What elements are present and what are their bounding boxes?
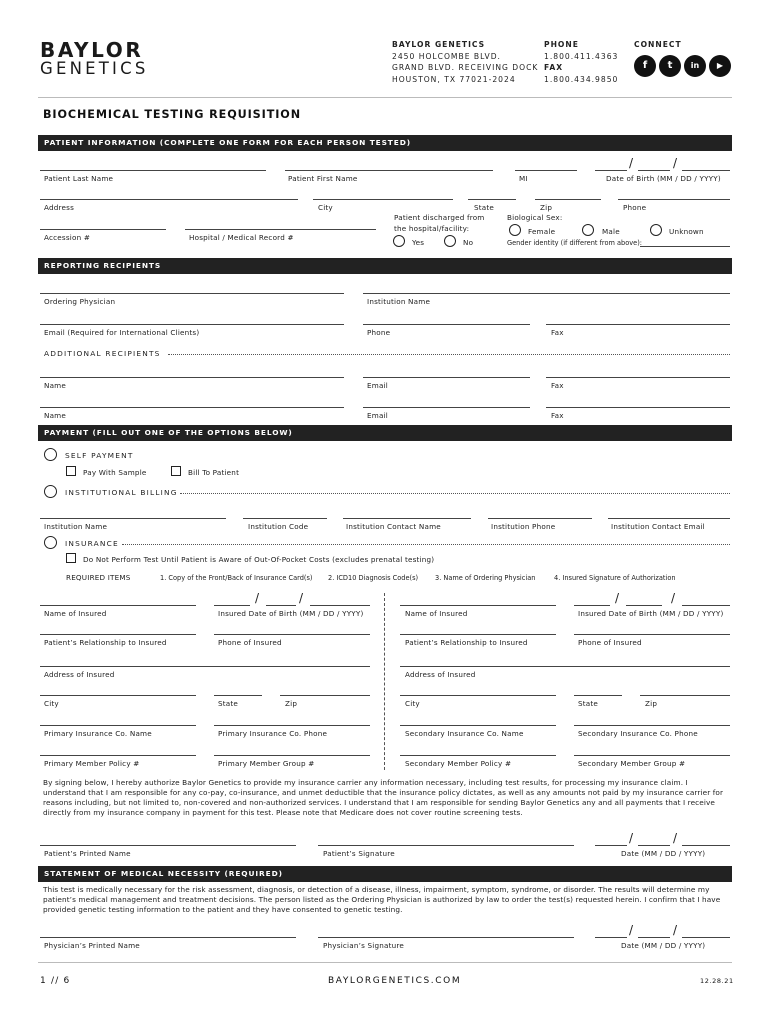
recipient2-fax-line[interactable] xyxy=(546,407,730,408)
phone-title: PHONE xyxy=(544,40,579,49)
zip-label: Zip xyxy=(540,203,553,212)
recipient1-name-line[interactable] xyxy=(40,377,344,378)
secondary-state-line[interactable] xyxy=(574,695,622,696)
address-line: GRAND BLVD. RECEIVING DOCK xyxy=(392,63,539,72)
recipient2-email-line[interactable] xyxy=(363,407,530,408)
lab-address xyxy=(392,39,538,85)
secondary-city-line[interactable] xyxy=(400,695,556,696)
female-label: Female xyxy=(528,227,556,236)
primary-dob-month-line[interactable] xyxy=(214,605,250,606)
address-line: 2450 HOLCOMBE BLVD. xyxy=(392,51,501,61)
secondary-address-insured-line[interactable] xyxy=(400,666,730,667)
page-number: 1 // 6 xyxy=(40,976,71,986)
primary-group-label: Primary Member Group # xyxy=(218,759,315,768)
medical-necessity-text: This test is medically necessary for the risk assessment, diagnosis, or detection of a disease, illness, impairment, symptom, syndrome, or disorder. The results will determine my patient’s medical management and treatment decisions. The person listed as the Ordering Physician is authorized by law to order the test(s) requested herein. I confirm that I have provided genetic testing information to the patient and they have consented to genetic testing. xyxy=(43,885,721,914)
reporting-phone-label: Phone xyxy=(367,328,391,337)
primary-zip-line[interactable] xyxy=(280,695,370,696)
secondary-city-label: City xyxy=(405,699,420,708)
yes-label: Yes xyxy=(412,238,425,247)
recipient2-email-label: Email xyxy=(367,411,388,420)
primary-dob-day-line[interactable] xyxy=(266,605,296,606)
secondary-dob-year-line[interactable] xyxy=(682,605,730,606)
physician-date-month-line[interactable] xyxy=(595,937,627,938)
patient-date-day-line[interactable] xyxy=(638,845,670,846)
primary-city-label: City xyxy=(44,699,59,708)
insurance-divider xyxy=(122,544,730,545)
authorization-text: By signing below, I hereby authorize Baylor Genetics to provide my insurance carrier any information necessary, including test results, for processing my insurance claim. I understand that I am responsible for any co-pay, co-insurance, and unmet deductible that the insurance policy dictates, as well as any amounts not paid by my insurance carrier for reasons including, but not limited to, non-covered and non-authorized services. I understand that I am responsible for sending Baylor Genetics any and all payments that I receive directly from my insurance company in payment for this test. Please note that Medicare does not cover routine screening tests. xyxy=(43,778,724,817)
self-payment-label: SELF PAYMENT xyxy=(65,451,134,460)
address-line-field[interactable] xyxy=(40,199,298,200)
patient-last-name-label: Patient Last Name xyxy=(44,174,114,183)
primary-name-insured-line[interactable] xyxy=(40,605,196,606)
brand-logo-line2: GENETICS xyxy=(40,59,149,78)
primary-group-line[interactable] xyxy=(214,755,370,756)
secondary-dob-day-line[interactable] xyxy=(626,605,662,606)
reporting-fax-line[interactable] xyxy=(546,324,730,325)
discharged-yes-radio[interactable] xyxy=(393,235,405,247)
contact-numbers xyxy=(544,39,618,85)
city-line[interactable] xyxy=(313,199,453,200)
patient-first-name-label: Patient First Name xyxy=(288,174,358,183)
secondary-co-phone-label: Secondary Insurance Co. Phone xyxy=(578,729,698,738)
physician-date-day-line[interactable] xyxy=(638,937,670,938)
no-label: No xyxy=(463,238,474,247)
required-item-4: 4. Insured Signature of Authorization xyxy=(554,574,676,582)
male-label: Male xyxy=(602,227,620,236)
inst-phone-label: Institution Phone xyxy=(491,522,556,531)
patient-printed-name-label: Patient’s Printed Name xyxy=(44,849,131,858)
gender-identity-label: Gender identity (if different from above): xyxy=(507,239,643,247)
unknown-label: Unknown xyxy=(669,227,704,236)
primary-name-insured-label: Name of Insured xyxy=(44,609,107,618)
primary-relationship-line[interactable] xyxy=(40,634,196,635)
state-label: State xyxy=(474,203,495,212)
mi-line[interactable] xyxy=(515,170,577,171)
phone-number: 1.800.411.4363 xyxy=(544,51,619,61)
secondary-policy-line[interactable] xyxy=(400,755,556,756)
connect-title: CONNECT xyxy=(634,40,682,49)
secondary-group-line[interactable] xyxy=(574,755,730,756)
primary-policy-label: Primary Member Policy # xyxy=(44,759,140,768)
inst-contact-line[interactable] xyxy=(343,518,471,519)
inst-email-line[interactable] xyxy=(608,518,730,519)
do-not-perform-checkbox[interactable] xyxy=(66,553,76,563)
email-line[interactable] xyxy=(40,324,344,325)
secondary-co-name-line[interactable] xyxy=(400,725,556,726)
discharged-question-2: the hospital/facility: xyxy=(394,224,470,233)
inst-code-line[interactable] xyxy=(243,518,327,519)
fax-number: 1.800.434.9850 xyxy=(544,74,619,84)
primary-address-insured-line[interactable] xyxy=(40,666,370,667)
pay-with-sample-label: Pay With Sample xyxy=(83,468,147,477)
primary-co-phone-label: Primary Insurance Co. Phone xyxy=(218,729,328,738)
secondary-insured-dob-label: Insured Date of Birth (MM / DD / YYYY) xyxy=(578,609,724,618)
secondary-zip-label: Zip xyxy=(645,699,658,708)
reporting-recipients-bar: REPORTING RECIPIENTS xyxy=(38,258,732,274)
insurance-radio[interactable] xyxy=(44,536,57,549)
dob-year-line[interactable] xyxy=(682,170,730,171)
fax-title: FAX xyxy=(544,63,564,72)
biological-sex-label: Biological Sex: xyxy=(507,213,563,222)
twitter-icon[interactable]: t xyxy=(659,55,681,77)
phone-label: Phone xyxy=(623,203,647,212)
recipient1-email-label: Email xyxy=(367,381,388,390)
city-label: City xyxy=(318,203,333,212)
recipient2-name-line[interactable] xyxy=(40,407,344,408)
self-payment-radio[interactable] xyxy=(44,448,57,461)
secondary-state-label: State xyxy=(578,699,599,708)
inst-name-line[interactable] xyxy=(40,518,226,519)
institution-name-line[interactable] xyxy=(363,293,730,294)
required-item-2: 2. ICD10 Diagnosis Code(s) xyxy=(328,574,419,582)
secondary-name-insured-line[interactable] xyxy=(400,605,556,606)
inst-email-label: Institution Contact Email xyxy=(611,522,705,531)
primary-dob-year-line[interactable] xyxy=(310,605,370,606)
address-title: BAYLOR GENETICS xyxy=(392,40,486,49)
secondary-policy-label: Secondary Member Policy # xyxy=(405,759,512,768)
insurance-label: INSURANCE xyxy=(65,539,119,548)
secondary-phone-insured-label: Phone of Insured xyxy=(578,638,642,647)
secondary-group-label: Secondary Member Group # xyxy=(578,759,686,768)
dob-month-line[interactable] xyxy=(595,170,627,171)
recipient1-fax-label: Fax xyxy=(551,381,564,390)
secondary-address-insured-label: Address of Insured xyxy=(405,670,476,679)
institution-name-label: Institution Name xyxy=(367,297,431,306)
additional-recipients-divider xyxy=(168,354,730,355)
discharged-question: Patient discharged from xyxy=(394,213,485,222)
gender-identity-line[interactable] xyxy=(640,246,730,247)
secondary-relationship-line[interactable] xyxy=(400,634,556,635)
institutional-billing-radio[interactable] xyxy=(44,485,57,498)
patient-signature-label: Patient’s Signature xyxy=(323,849,395,858)
primary-phone-insured-line[interactable] xyxy=(214,634,370,635)
patient-info-bar: PATIENT INFORMATION (COMPLETE ONE FORM FOR EACH PERSON TESTED) xyxy=(38,135,732,151)
dob-label: Date of Birth (MM / DD / YYYY) xyxy=(606,174,721,183)
patient-date-label: Date (MM / DD / YYYY) xyxy=(621,849,706,858)
hospital-record-line[interactable] xyxy=(185,229,376,230)
unknown-radio[interactable] xyxy=(650,224,662,236)
header-divider xyxy=(38,97,732,98)
female-radio[interactable] xyxy=(509,224,521,236)
institutional-billing-label: INSTITUTIONAL BILLING xyxy=(65,488,178,497)
required-item-1: 1. Copy of the Front/Back of Insurance Card(s) xyxy=(160,574,313,582)
primary-state-label: State xyxy=(218,699,239,708)
required-item-3: 3. Name of Ordering Physician xyxy=(435,574,536,582)
phone-line[interactable] xyxy=(618,199,730,200)
address-line: HOUSTON, TX 77021-2024 xyxy=(392,74,516,84)
version-date: 12.28.21 xyxy=(700,977,734,985)
primary-co-name-label: Primary Insurance Co. Name xyxy=(44,729,152,738)
additional-recipients-heading: ADDITIONAL RECIPIENTS xyxy=(44,349,161,358)
bill-to-patient-checkbox[interactable] xyxy=(171,466,181,476)
patient-date-year-line[interactable] xyxy=(682,845,730,846)
dob-day-line[interactable] xyxy=(638,170,670,171)
address-label: Address xyxy=(44,203,75,212)
footer-url[interactable]: BAYLORGENETICS.COM xyxy=(328,976,462,986)
inst-phone-line[interactable] xyxy=(488,518,592,519)
secondary-co-phone-line[interactable] xyxy=(574,725,730,726)
primary-relationship-label: Patient’s Relationship to Insured xyxy=(44,638,167,647)
primary-address-insured-label: Address of Insured xyxy=(44,670,115,679)
bill-to-patient-label: Bill To Patient xyxy=(188,468,240,477)
physician-signature-label: Physician’s Signature xyxy=(323,941,404,950)
primary-co-phone-line[interactable] xyxy=(214,725,370,726)
primary-policy-line[interactable] xyxy=(40,755,196,756)
brand-logo-line1: BAYLOR xyxy=(40,38,144,62)
recipient2-fax-label: Fax xyxy=(551,411,564,420)
primary-state-line[interactable] xyxy=(214,695,262,696)
physician-date-label: Date (MM / DD / YYYY) xyxy=(621,941,706,950)
ordering-physician-label: Ordering Physician xyxy=(44,297,116,306)
inst-contact-label: Institution Contact Name xyxy=(346,522,441,531)
primary-phone-insured-label: Phone of Insured xyxy=(218,638,282,647)
do-not-perform-label: Do Not Perform Test Until Patient is Aware of Out-Of-Pocket Costs (excludes prenatal testing) xyxy=(83,555,435,564)
zip-line[interactable] xyxy=(535,199,601,200)
recipient2-name-label: Name xyxy=(44,411,67,420)
medical-necessity-bar: STATEMENT OF MEDICAL NECESSITY (REQUIRED) xyxy=(38,866,732,882)
male-radio[interactable] xyxy=(582,224,594,236)
required-items-label: REQUIRED ITEMS xyxy=(66,573,131,582)
linkedin-icon[interactable]: in xyxy=(684,55,706,77)
page-title: BIOCHEMICAL TESTING REQUISITION xyxy=(43,108,301,121)
accession-line[interactable] xyxy=(40,229,166,230)
patient-signature-line[interactable] xyxy=(318,845,574,846)
recipient1-fax-line[interactable] xyxy=(546,377,730,378)
youtube-icon[interactable]: ▶ xyxy=(709,55,731,77)
recipient1-name-label: Name xyxy=(44,381,67,390)
secondary-name-insured-label: Name of Insured xyxy=(405,609,468,618)
inst-code-label: Institution Code xyxy=(248,522,309,531)
patient-printed-name-line[interactable] xyxy=(40,845,296,846)
facebook-icon[interactable]: f xyxy=(634,55,656,77)
institutional-divider xyxy=(180,493,730,494)
recipient1-email-line[interactable] xyxy=(363,377,530,378)
inst-name-label: Institution Name xyxy=(44,522,108,531)
payment-bar: PAYMENT (FILL OUT ONE OF THE OPTIONS BELOW) xyxy=(38,425,732,441)
pay-with-sample-checkbox[interactable] xyxy=(66,466,76,476)
primary-zip-label: Zip xyxy=(285,699,298,708)
physician-printed-name-label: Physician’s Printed Name xyxy=(44,941,140,950)
secondary-relationship-label: Patient’s Relationship to Insured xyxy=(405,638,528,647)
footer-divider xyxy=(38,962,732,963)
ordering-physician-line[interactable] xyxy=(40,293,344,294)
physician-printed-name-line[interactable] xyxy=(40,937,296,938)
discharged-no-radio[interactable] xyxy=(444,235,456,247)
insurance-column-divider xyxy=(384,593,385,770)
secondary-dob-month-line[interactable] xyxy=(574,605,610,606)
secondary-zip-line[interactable] xyxy=(640,695,730,696)
physician-signature-line[interactable] xyxy=(318,937,574,938)
secondary-phone-insured-line[interactable] xyxy=(574,634,730,635)
mi-label: MI xyxy=(519,174,528,183)
accession-label: Accession # xyxy=(44,233,91,242)
physician-date-year-line[interactable] xyxy=(682,937,730,938)
reporting-phone-line[interactable] xyxy=(363,324,530,325)
patient-date-month-line[interactable] xyxy=(595,845,627,846)
email-label: Email (Required for International Clients) xyxy=(44,328,200,337)
secondary-co-name-label: Secondary Insurance Co. Name xyxy=(405,729,524,738)
primary-city-line[interactable] xyxy=(40,695,196,696)
state-line[interactable] xyxy=(468,199,516,200)
primary-insured-dob-label: Insured Date of Birth (MM / DD / YYYY) xyxy=(218,609,364,618)
primary-co-name-line[interactable] xyxy=(40,725,196,726)
reporting-fax-label: Fax xyxy=(551,328,564,337)
patient-last-name-line[interactable] xyxy=(40,170,266,171)
hospital-record-label: Hospital / Medical Record # xyxy=(189,233,294,242)
patient-first-name-line[interactable] xyxy=(285,170,493,171)
